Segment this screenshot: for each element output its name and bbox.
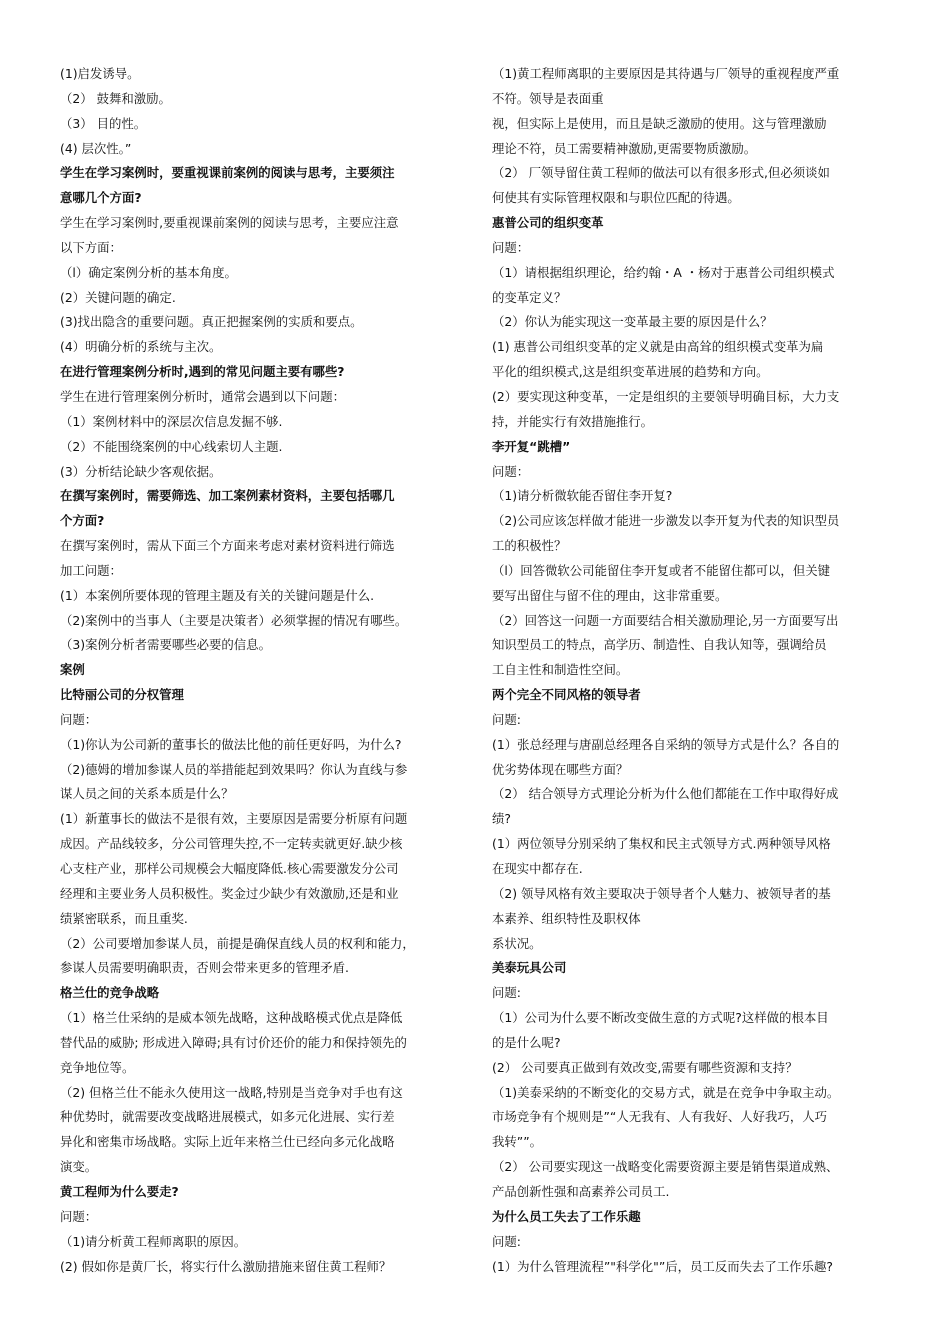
section-heading: 意哪几个方面? xyxy=(60,190,142,206)
section-heading: 在撰写案例时，需要筛选、加工案例素材资料，主要包括哪几 xyxy=(60,488,395,504)
text-line: （2）不能围绕案例的中心线索切人主题. xyxy=(60,438,283,454)
text-line: 系状况。 xyxy=(492,935,542,951)
text-line: (1）本案例所要体现的管理主题及有关的关键问题是什么. xyxy=(60,587,375,603)
text-line: 参谋人员需要明确职责，否则会带来更多的管理矛盾. xyxy=(60,960,349,976)
text-line: （l）回答微软公司能留住李开复或者不能留住都可以，但关键 xyxy=(492,562,830,578)
left-column xyxy=(60,62,460,1279)
text-line: （1)你认为公司新的董事长的做法比他的前任更好吗，为什么? xyxy=(60,736,402,752)
text-line: （2） 公司要实现这一战略变化需要资源主要是销售渠道成熟、 xyxy=(492,1159,839,1175)
text-line: (1）为什么管理流程”"科学化"”后，员工反而失去了工作乐趣? xyxy=(492,1258,833,1274)
text-line: 异化和密集市场战略。实际上近年来格兰仕已经向多元化战略 xyxy=(60,1134,395,1150)
section-heading: 黄工程师为什么要走? xyxy=(60,1183,179,1199)
text-line: （1)美泰采纳的不断变化的交易方式，就是在竞争中争取主动。 xyxy=(492,1084,840,1100)
section-heading: 两个完全不同风格的领导者 xyxy=(492,687,641,703)
text-line: 问题： xyxy=(492,463,530,479)
section-heading: 美泰玩具公司 xyxy=(492,960,567,976)
text-line: （1）案例材料中的深层次信息发掘不够. xyxy=(60,413,283,429)
text-line: 竞争地位等。 xyxy=(60,1059,135,1075)
section-heading: 个方面? xyxy=(60,513,105,529)
text-line: 工的积极性？ xyxy=(492,538,567,554)
text-line: 绩紧密联系，而且重奖. xyxy=(60,910,188,926)
text-line: （2)德姆的增加参谋人员的举措能起到效果吗？你认为直线与参 xyxy=(60,761,408,777)
text-line: (3)找出隐含的重要问题。真正把握案例的实质和要点。 xyxy=(60,314,363,330)
text-line: 谋人员之间的关系本质是什么？ xyxy=(60,786,234,802)
text-line: (1) 惠普公司组织变革的定义就是由高耸的组织模式变革为扁 xyxy=(492,339,824,355)
section-heading: 格兰仕的竞争战略 xyxy=(60,985,160,1001)
text-line: （2)案例中的当事人（主要是决策者）必须掌握的情况有哪些。 xyxy=(60,612,408,628)
text-line: （2）公司要增加参谋人员，前提是确保直线人员的权利和能力， xyxy=(60,935,415,951)
section-heading: 比特丽公司的分权管理 xyxy=(60,687,184,703)
text-line: 替代品的威胁; 形成进入障碍;具有讨价还价的能力和保持领先的 xyxy=(60,1034,407,1050)
text-line: 心支柱产业，那样公司规模会大幅度降低.核心需要激发分公司 xyxy=(60,861,399,876)
text-line: 演变。 xyxy=(60,1159,98,1175)
text-line: (4) 层次性。” xyxy=(60,140,132,156)
text-line: (1)启发诱导。 xyxy=(60,66,140,81)
text-line: 何使其有实际管理权限和与职位匹配的待遇。 xyxy=(492,190,740,206)
section-heading: 在进行管理案例分析时,遇到的常见问题主要有哪些? xyxy=(60,364,345,380)
text-line: 优劣势体现在哪些方面？ xyxy=(492,761,629,777)
text-line: (2）要实现这种变革，一定是组织的主要领导明确目标，大力支 xyxy=(492,388,840,404)
text-line: （2） 鼓舞和激励。 xyxy=(60,90,171,106)
text-line: (2) 假如你是黄厂长，将实行什么激励措施来留住黄工程师？ xyxy=(60,1258,392,1274)
text-line: 持，并能实行有效措施推行。 xyxy=(492,413,654,429)
text-line: （1）公司为什么要不断改变做生意的方式呢?这样做的根本目 xyxy=(492,1010,829,1026)
text-line: 加工问题： xyxy=(60,562,122,578)
text-line: （2) 领导风格有效主要取决于领导者个人魅力、被领导者的基 xyxy=(492,885,831,901)
text-line: (1）张总经理与唐副总经理各自采纳的领导方式是什么？各自的 xyxy=(492,736,840,752)
text-line: 学生在学习案例时,要重视课前案例的阅读与思考，主要应注意 xyxy=(60,215,399,231)
text-line: 成因。产品线较多，分公司管理失控,不一定转卖就更好.缺少核 xyxy=(60,836,403,852)
text-line: 在现实中都存在. xyxy=(492,861,583,876)
text-line: 在撰写案例时，需从下面三个方面来考虑对素材资料进行筛选 xyxy=(60,538,395,554)
text-line: 市场竞争有个规则是”“人无我有、人有我好、人好我巧，人巧 xyxy=(492,1109,827,1125)
text-line: （2) 但格兰仕不能永久使用这一战略,特别是当竞争对手也有这 xyxy=(60,1084,403,1100)
text-line: 问题： xyxy=(60,711,98,727)
text-line: 绩? xyxy=(492,811,511,827)
text-line: (2）关键问题的确定. xyxy=(60,289,176,305)
text-line: 以下方面： xyxy=(60,239,122,255)
text-line: （l）确定案例分析的基本角度。 xyxy=(60,264,237,280)
text-line: 平化的组织模式,这是组织变革进展的趋势和方向。 xyxy=(492,364,769,380)
text-line: 本素养、组织特性及职权体 xyxy=(492,910,641,926)
text-line: 的是什么呢? xyxy=(492,1034,561,1050)
text-line: （3） 目的性。 xyxy=(60,115,147,131)
text-line: 的变革定义？ xyxy=(492,289,567,305)
text-line: 工自主性和制造性空间。 xyxy=(492,662,629,678)
text-line: （2） 结合领导方式理论分析为什么他们都能在工作中取得好成 xyxy=(492,786,839,802)
text-line: 知识型员工的特点，高学历、制造性、自我认知等，强调给员 xyxy=(492,637,827,653)
text-line: (1）两位领导分别采纳了集权和民主式领导方式.两种领导风格 xyxy=(492,836,831,852)
text-line: (3）分析结论缺少客观依据。 xyxy=(60,463,222,479)
text-line: （1）格兰仕采纳的是威本领先战略，这种战略模式优点是降低 xyxy=(60,1010,403,1026)
text-line: 理论不符，员工需要精神激励,更需要物质激励。 xyxy=(492,140,757,156)
text-line: 产品创新性强和高素养公司员工. xyxy=(492,1183,670,1199)
text-line: 种优势时，就需要改变战略进展模式，如多元化进展、实行差 xyxy=(60,1109,395,1125)
text-line: (4）明确分析的系统与主次。 xyxy=(60,339,222,355)
section-heading: 为什么员工失去了工作乐趣 xyxy=(492,1208,641,1224)
text-line: （3)案例分析者需要哪些必要的信息。 xyxy=(60,637,271,653)
text-line: 问题: xyxy=(492,711,521,727)
text-line: 问题： xyxy=(492,239,530,255)
section-heading: 李开复“跳槽” xyxy=(492,438,571,454)
text-line: （1）请根据组织理论，给约翰・A ・杨对于惠普公司组织模式 xyxy=(492,264,835,280)
text-line: （2） 厂领导留住黄工程师的做法可以有很多形式,但必须谈如 xyxy=(492,165,830,181)
text-line: 学生在进行管理案例分析时，通常会遇到以下问题： xyxy=(60,388,345,404)
text-line: （2)公司应该怎样做才能进一步激发以李开复为代表的知识型员 xyxy=(492,513,840,529)
section-heading: 惠普公司的组织变革 xyxy=(492,215,604,231)
section-heading: 学生在学习案例时，要重视课前案例的阅读与思考，主要须注 xyxy=(60,165,395,181)
text-line: （1)黄工程师离职的主要原因是其待遇与厂领导的重视程度严重 xyxy=(492,66,840,81)
text-line: 视，但实际上是使用，而且是缺乏激励的使用。这与管理激励 xyxy=(492,115,827,131)
text-line: (2） 公司要真正做到有效改变,需要有哪些资源和支持？ xyxy=(492,1059,798,1075)
text-line: 经理和主要业务人员积极性。奖金过少缺少有效激励,还是和业 xyxy=(60,885,399,901)
text-line: 要写出留住与留不住的理由，这非常重要。 xyxy=(492,587,728,603)
text-line: 问题: xyxy=(492,985,521,1001)
text-line: （1)请分析黄工程师离职的原因。 xyxy=(60,1233,247,1249)
text-line: 我转””。 xyxy=(492,1134,543,1150)
text-line: （2）你认为能实现这一变革最主要的原因是什么？ xyxy=(492,314,773,330)
text-line: 问题： xyxy=(60,1208,98,1224)
text-line: 不符。领导是表面重 xyxy=(492,90,604,106)
text-line: （2）回答这一问题一方面要结合相关激励理论,另一方面要写出 xyxy=(492,612,839,628)
right-column xyxy=(492,62,897,1279)
text-line: （1)请分析微软能否留住李开复? xyxy=(492,488,673,504)
text-line: 问题: xyxy=(492,1233,521,1249)
text-line: (1）新董事长的做法不是很有效，主要原因是需要分析原有问题 xyxy=(60,811,408,827)
section-heading: 案例 xyxy=(60,662,85,678)
